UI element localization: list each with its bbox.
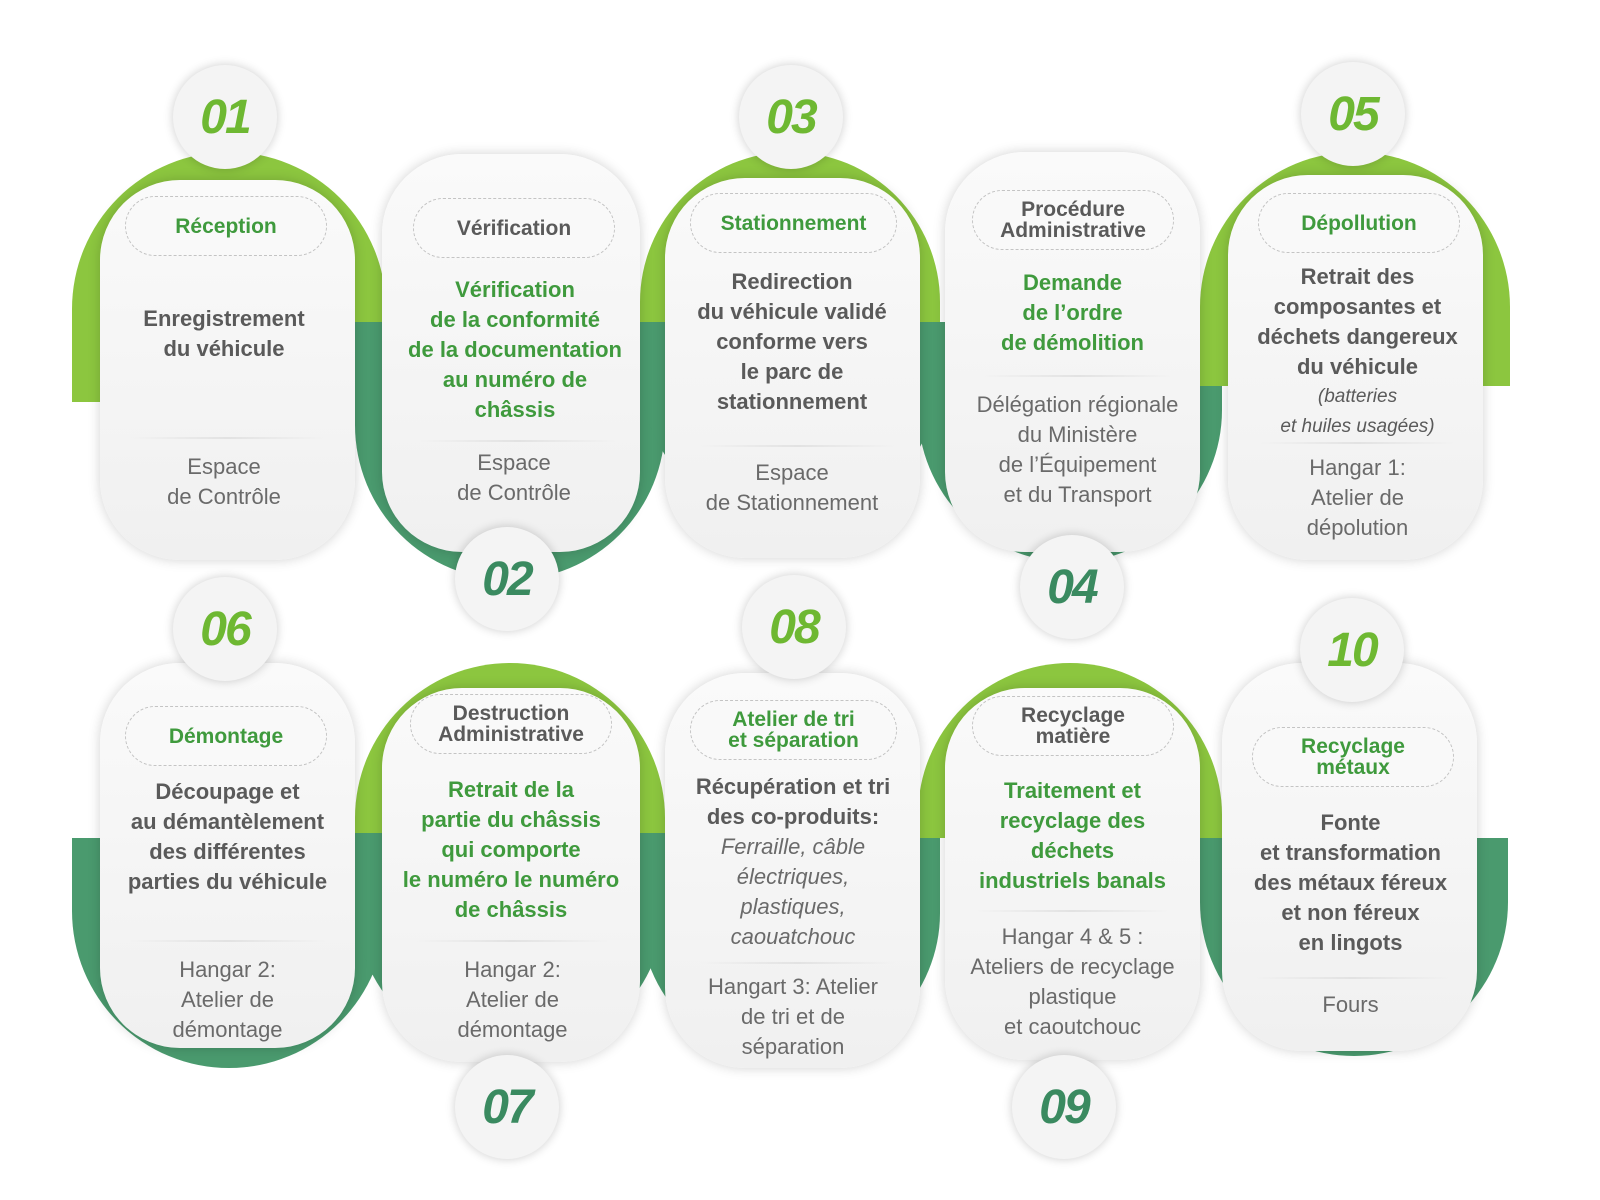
step-04-separator [980,375,1175,377]
step-01-separator [130,437,325,439]
step-02-description: Vérification de la conformité de la documentation au numéro de châssis [408,277,622,422]
step-10-number: 10 [1300,598,1404,702]
step-09-separator [975,910,1170,912]
step-04-location: Délégation régionale du Ministère de l’Équipement et du Transport [976,392,1179,507]
step-03-separator [700,445,895,447]
step-08-description: Récupération et tri des co-produits: Ferraille, câble électriques, plastiques, caouatchouc [695,774,891,949]
step-06-number: 06 [173,577,277,681]
step-05-description: Retrait des composantes et déchets dangereux du véhicule (batteries et huiles usagées) [1257,264,1458,437]
step-08-title: Atelier de tri et séparation [690,700,897,760]
step-10-description: Fonte et transformation des métaux féreux et non féreux en lingots [1253,810,1448,955]
step-01-number: 01 [173,65,277,169]
step-06-title: Démontage [125,706,327,766]
step-08-separator [700,962,895,964]
step-09-description: Traitement et recyclage des déchets industriels banals [978,778,1167,893]
step-04-description: Demande de l’ordre de démolition [1001,270,1144,355]
step-04-title: Procédure Administrative [972,190,1174,250]
step-05-separator [1260,442,1455,444]
step-07-title: Destruction Administrative [410,694,612,754]
step-01-location: Espace de Contrôle [167,454,281,509]
step-03-title: Stationnement [690,193,897,253]
step-03-description: Redirection du véhicule validé conforme vers le parc de stationnement [697,269,887,414]
step-06-location: Hangar 2: Atelier de démontage [172,957,283,1042]
step-03-location: Espace de Stationnement [705,460,879,515]
step-06-separator [130,940,325,942]
step-10-separator [1255,977,1450,979]
step-02-separator [420,440,615,442]
step-10-title: Recyclage métaux [1252,727,1454,787]
step-04-number: 04 [1020,535,1124,639]
step-02-number: 02 [455,527,559,631]
step-07-separator [415,940,610,942]
step-03-number: 03 [739,65,843,169]
step-05-number: 05 [1301,62,1405,166]
step-10-location: Fours [1322,992,1379,1017]
step-02-location: Espace de Contrôle [457,450,571,505]
step-01-title: Réception [125,196,327,256]
step-05-title: Dépollution [1258,193,1460,253]
step-08-location: Hangart 3: Atelier de tri et de séparation [708,974,878,1059]
step-02-title: Vérification [413,198,615,258]
step-05-location: Hangar 1: Atelier de dépolution [1306,455,1409,540]
step-09-number: 09 [1012,1055,1116,1159]
step-01-description: Enregistrement du véhicule [143,306,305,361]
step-06-description: Découpage et au démantèlement des différentes parties du véhicule [127,779,328,894]
step-08-number: 08 [742,575,846,679]
step-07-description: Retrait de la partie du châssis qui comporte le numéro le numéro de châssis [402,777,620,922]
step-09-location: Hangar 4 & 5 : Ateliers de recyclage plastique et caoutchouc [970,924,1175,1039]
step-09-title: Recyclage matière [972,696,1174,756]
step-07-number: 07 [455,1055,559,1159]
step-07-location: Hangar 2: Atelier de démontage [457,957,568,1042]
